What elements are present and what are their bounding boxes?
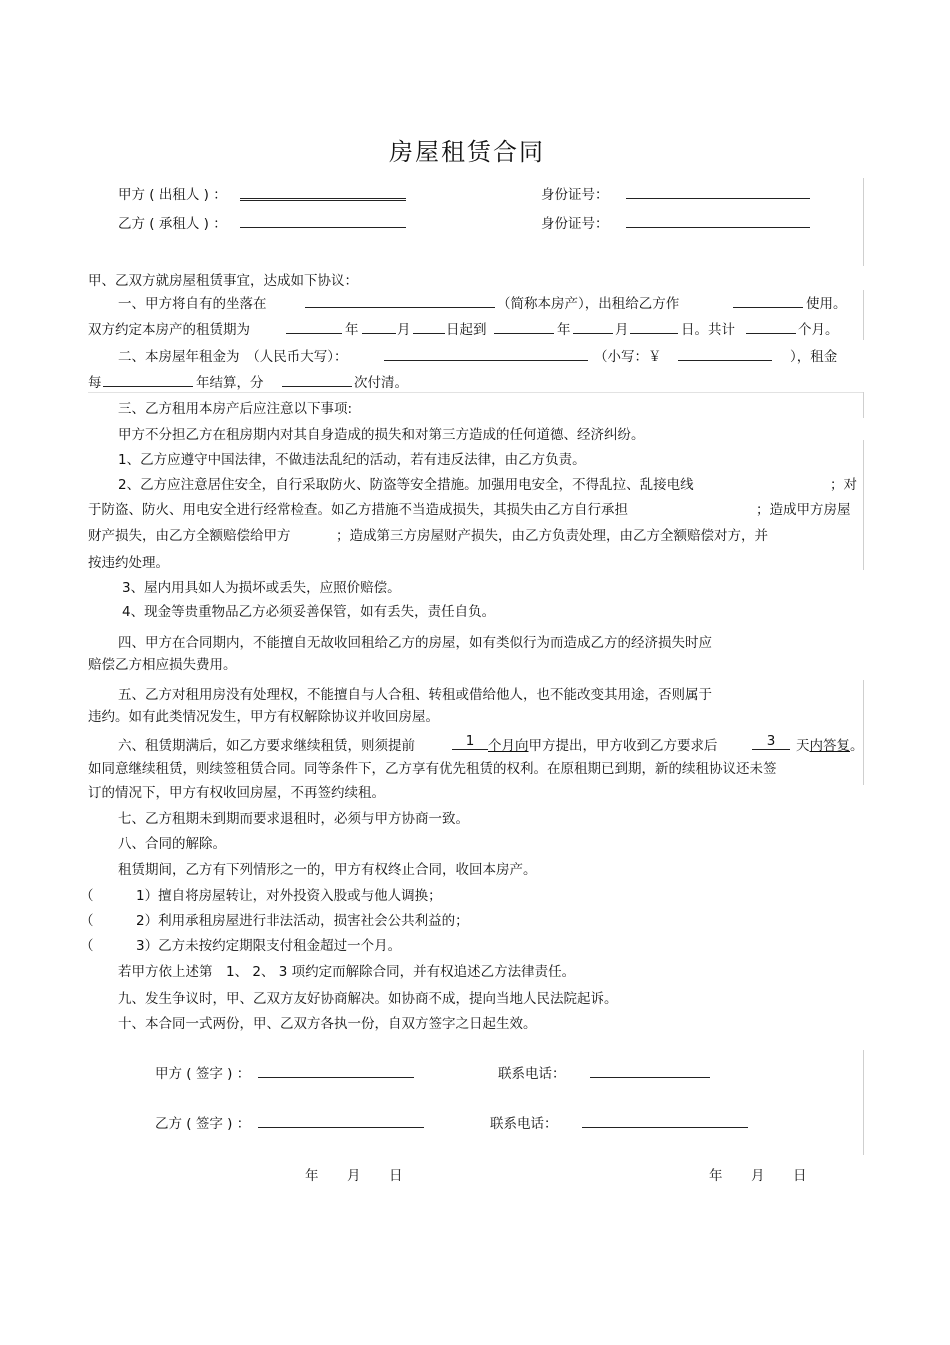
- paren-mark: （: [80, 938, 94, 954]
- scan-line: [863, 178, 864, 266]
- date-month-a: 月: [347, 1168, 361, 1184]
- clause-3-item-2: ；对: [830, 477, 857, 493]
- clause-1-text: 双方约定本房产的租赁期为: [88, 322, 250, 338]
- clause-1-text: 日起到: [446, 322, 487, 338]
- clause-1-text: 个月。: [798, 322, 839, 338]
- party-a-id-blank: [626, 184, 810, 199]
- date-day-a: 日: [389, 1168, 403, 1184]
- party-b-id-label: 身份证号：: [541, 216, 609, 232]
- clause-3-item-2: 按违约处理。: [88, 555, 169, 571]
- sign-a-label: 甲方 ( 签字 ) ：: [155, 1066, 251, 1082]
- clause-2-text: 二、本房屋年租金为 （人民币大写）：: [118, 349, 348, 365]
- document-title: 房屋租赁合同: [389, 138, 545, 166]
- address-blank: [305, 293, 495, 308]
- clause-8-item-1: 1）擅自将房屋转让，对外投资入股或与他人调换；: [136, 888, 442, 904]
- clause-4-text: 赔偿乙方相应损失费用。: [88, 657, 237, 673]
- clause-1-text: 使用。: [806, 296, 847, 312]
- unit-label: 月: [615, 322, 629, 338]
- date-year-a: 年: [305, 1168, 319, 1184]
- notice-months-value: 1: [465, 733, 475, 749]
- intro-text: 甲、乙双方就房屋租赁事宜，达成如下协议：: [88, 273, 358, 289]
- unit-label: 年: [345, 322, 359, 338]
- scan-line: [863, 1050, 864, 1155]
- unit-label: 年: [557, 322, 571, 338]
- date-year-b: 年: [709, 1168, 723, 1184]
- date-day-b: 日: [793, 1168, 807, 1184]
- clause-2-text: 年结算，分: [196, 375, 264, 391]
- party-a-id-label: 身份证号：: [541, 187, 609, 203]
- party-b-label: 乙方 ( 承租人 ) ：: [118, 216, 227, 232]
- date-blank: [413, 319, 445, 334]
- date-month-b: 月: [751, 1168, 765, 1184]
- clause-6-text: [796, 734, 864, 754]
- clause-2-text: 次付清。: [354, 375, 408, 391]
- clause-3-item-4: 4、现金等贵重物品乙方必须妥善保管，如有丢失，责任自负。: [122, 604, 496, 620]
- clause-3-item-3: 3、屋内用具如人为损坏或丢失，应照价赔偿。: [122, 580, 401, 596]
- clause-3-heading: 三、乙方租用本房产后应注意以下事项:: [118, 401, 353, 417]
- clause-10-text: 十、本合同一式两份，甲、乙双方各执一份，自双方签字之日起生效。: [118, 1016, 537, 1032]
- clause-8-text: 若甲方依上述第 1、 2、 3 项约定而解除合同，并有权追述乙方法律责任。: [118, 964, 576, 980]
- clause-8-item-3: 3）乙方未按约定期限支付租金超过一个月。: [136, 938, 402, 954]
- clause-7-text: 七、乙方租期未到期而要求退租时，必须与甲方协商一致。: [118, 811, 469, 827]
- unit-label: 月: [397, 322, 411, 338]
- clause-4-text: 四、甲方在合同期内，不能擅自无故收回租给乙方的房屋，如有类似行为而造成乙方的经济损失时应: [118, 635, 712, 651]
- date-blank: [630, 319, 678, 334]
- date-blank: [573, 319, 613, 334]
- clause-8-item-2: 2）利用承租房屋进行非法活动，损害社会公共利益的；: [136, 913, 469, 929]
- clause-6-text: 。: [850, 738, 864, 754]
- phone-a-label: 联系电话：: [498, 1066, 566, 1082]
- clause-6-text: 如同意继续租赁，则续签租赁合同。同等条件下，乙方享有优先租赁的权利。在原租期已到期，新的续租协议还未签: [88, 761, 777, 777]
- clause-2-text: （小写：￥: [594, 349, 662, 365]
- clause-3-item-2: ；造成甲方房屋: [756, 502, 851, 518]
- scan-line: [863, 290, 864, 340]
- sign-b-blank: [258, 1113, 424, 1128]
- clause-3-item-2: 于防盗、防火、用电安全进行经常检查。如乙方措施不当造成损失，其损失由乙方自行承担: [88, 502, 628, 518]
- clause-5-text: 五、乙方对租用房没有处理权，不能擅自与人合租、转租或借给他人，也不能改变其用途，否则属于: [118, 687, 712, 703]
- clause-6-text: 甲方提出，甲方收到乙方要求后: [528, 738, 718, 754]
- sign-a-blank: [258, 1063, 414, 1078]
- clause-3-item-2: 财产损失，由乙方全额赔偿给甲方: [88, 528, 291, 544]
- clause-3-item-1: 1、乙方应遵守中国法律，不做违法乱纪的活动，若有违反法律，由乙方负责。: [118, 452, 586, 468]
- reply-days-blank: [752, 735, 790, 750]
- clause-6-text: 订的情况下，甲方有权收回房屋，不再签约续租。: [88, 785, 385, 801]
- party-b-blank: [240, 213, 406, 228]
- phone-b-label: 联系电话：: [490, 1116, 558, 1132]
- clause-6-text: 六、租赁期满后，如乙方要求继续租赁，则须提前: [118, 738, 415, 754]
- paren-mark: （: [80, 913, 94, 929]
- phone-b-blank: [582, 1113, 748, 1128]
- party-a-blank: [240, 184, 406, 201]
- notice-months-blank: [452, 735, 488, 750]
- sign-b-label: 乙方 ( 签字 ) ：: [155, 1116, 251, 1132]
- clause-1-text: 日。共计: [681, 322, 735, 338]
- paren-mark: （: [80, 888, 94, 904]
- clause-3-item-2: 2、乙方应注意居住安全，自行采取防火、防盗等安全措施。加强用电安全，不得乱拉、乱接电线: [118, 477, 694, 493]
- notice-unit: 个月向: [488, 738, 529, 754]
- scan-line: [863, 680, 864, 785]
- clause-8-text: 租赁期间，乙方有下列情形之一的，甲方有权终止合同，收回本房产。: [118, 862, 537, 878]
- rent-number-blank: [678, 346, 772, 361]
- clause-2-text: ），租金: [790, 349, 838, 365]
- scan-line: [863, 440, 864, 570]
- use-blank: [733, 293, 803, 308]
- rent-words-blank: [384, 346, 588, 361]
- scan-line: [863, 392, 864, 418]
- reply-term: 内答复: [809, 738, 850, 754]
- clause-6-text: [488, 734, 718, 754]
- clause-8-heading: 八、合同的解除。: [118, 836, 226, 852]
- clause-1-text: （简称本房产），出租给乙方作: [497, 296, 680, 312]
- reply-days-value: 3: [766, 733, 776, 749]
- date-blank: [494, 319, 554, 334]
- clause-2-text: 每: [88, 375, 102, 391]
- party-b-id-blank: [626, 213, 810, 228]
- clause-3-item-2: ；造成第三方房屋财产损失，由乙方负责处理，由乙方全额赔偿对方，并: [336, 528, 768, 544]
- clause-9-text: 九、发生争议时，甲、乙双方友好协商解决。如协商不成，提向当地人民法院起诉。: [118, 991, 618, 1007]
- installments-blank: [282, 372, 352, 387]
- phone-a-blank: [590, 1063, 710, 1078]
- date-blank: [286, 319, 342, 334]
- clause-3-text: 甲方不分担乙方在租房期内对其自身造成的损失和对第三方造成的任何道德、经济纠纷。: [118, 427, 645, 443]
- scan-line: [88, 392, 863, 393]
- clause-1-text: 一、甲方将自有的坐落在: [118, 296, 267, 312]
- party-a-label: 甲方 ( 出租人 ) ：: [118, 187, 227, 203]
- period-blank: [103, 372, 193, 387]
- months-blank: [746, 319, 796, 334]
- clause-6-text: 天: [796, 738, 810, 754]
- date-blank: [362, 319, 396, 334]
- clause-5-text: 违约。如有此类情况发生，甲方有权解除协议并收回房屋。: [88, 709, 439, 725]
